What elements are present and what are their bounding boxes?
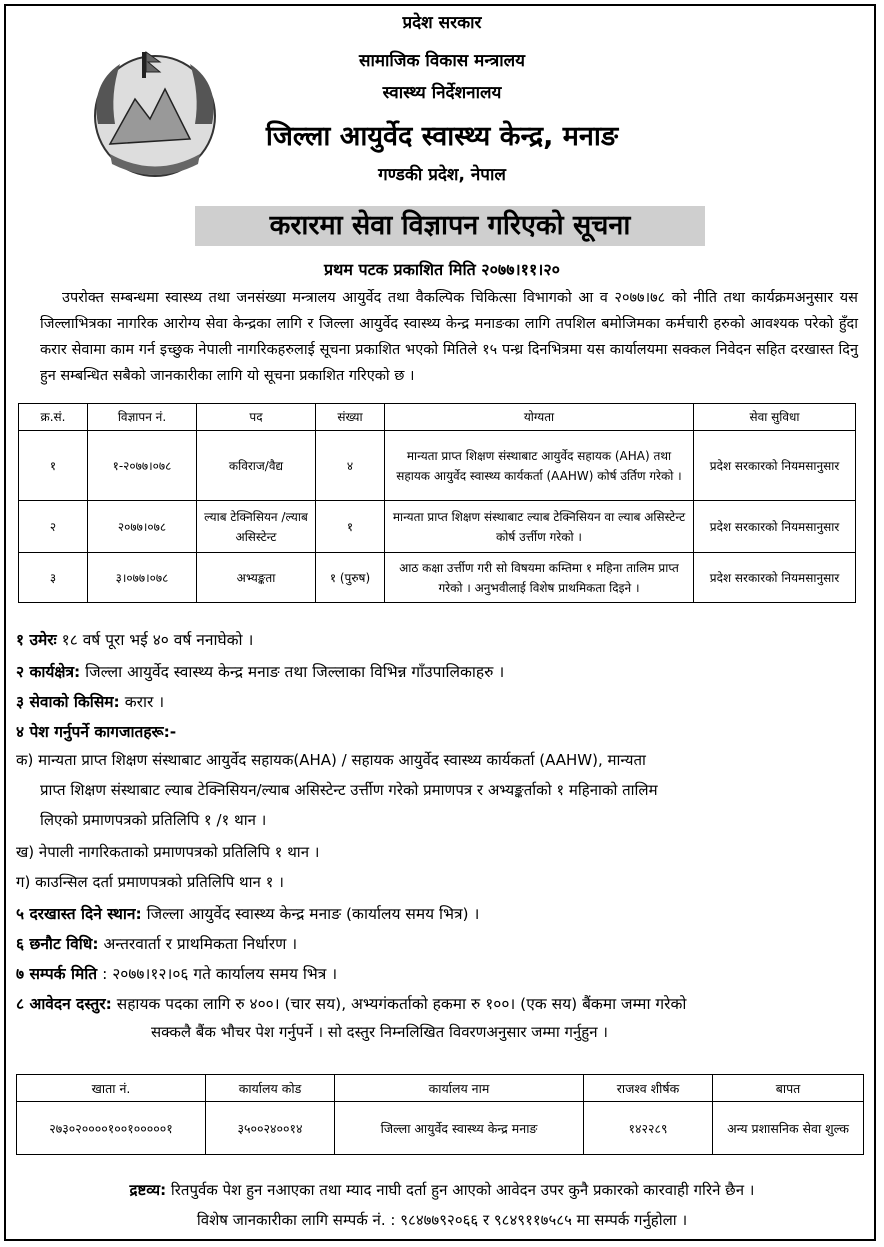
table-header-row — [19, 404, 856, 431]
table-row — [19, 431, 856, 501]
header-line-2: सामाजिक विकास मन्त्रालय — [358, 51, 526, 71]
select-text: अन्तरवार्ता र प्राथमिकता निर्धारण । — [103, 935, 298, 953]
note-label: द्रष्टव्य: — [129, 1181, 167, 1199]
cell: प्रदेश सरकारको नियमसानुसार — [694, 431, 856, 501]
docs-a-line-1: क) मान्यता प्राप्त शिक्षण संस्थाबाट आयुर्वेद सहायक(AHA) / सहायक आयुर्वेद स्वास्थ्य कार्यकर्ता (AAHW), मान्यता — [16, 751, 646, 769]
col-header: बापत — [713, 1075, 864, 1102]
place-label: ५ दरखास्त दिने स्थान: — [16, 905, 142, 923]
type-text: करार । — [124, 693, 165, 711]
contact-label: ७ सम्पर्क मिति — [16, 965, 98, 983]
age-label: १ उमेरः — [16, 631, 57, 649]
select-item — [16, 932, 297, 954]
header-line-1: प्रदेश सरकार — [402, 13, 482, 33]
type-label: ३ सेवाको किसिम: — [16, 693, 120, 711]
docs-c: ग) काउन्सिल दर्ता प्रमाणपत्रको प्रतिलिपि थान १ । — [16, 873, 284, 891]
fee-text-2: सक्कलै बैंक भौचर पेश गर्नुपर्ने । सो दस्तुर निम्नलिखित विवरणअनुसार जम्मा गर्नुहुन । — [151, 1023, 608, 1041]
cell: कविराज/वैद्य — [197, 431, 316, 501]
area-label: २ कार्यक्षेत्र: — [16, 663, 81, 681]
col-header: सेवा सुविधा — [694, 404, 856, 431]
cell: १-२०७७।०७८ — [88, 431, 197, 501]
cell: मान्यता प्राप्त शिक्षण संस्थाबाट आयुर्वेद सहायक (AHA) तथा सहायक आयुर्वेद स्वास्थ्य कार्यकर्ता (AAHW) कोर्ष उर्तिण गरेको । — [385, 431, 694, 501]
col-header: कार्यालय कोड — [206, 1075, 335, 1102]
contact-date-item — [16, 962, 337, 984]
notice-title: करारमा सेवा विज्ञापन गरिएको सूचना — [195, 206, 705, 246]
cell: प्रदेश सरकारको नियमसानुसार — [694, 553, 856, 603]
docs-a-line-2: प्राप्त शिक्षण संस्थाबाट ल्याब टेक्निसियन/ल्याब असिस्टेन्ट उर्त्तीण गरेको प्रमाणपत्र र अभ्यङ्कर्ताको १ महिनाको तालिम — [40, 781, 658, 799]
cell: अभ्यङ्कता — [197, 553, 316, 603]
header-line-3: स्वास्थ्य निर्देशनालय — [382, 83, 502, 103]
province-name: गण्डकी प्रदेश, नेपाल — [378, 165, 506, 185]
table-row — [19, 553, 856, 603]
area-item — [16, 660, 504, 682]
revenue-head: १४२२८९ — [584, 1102, 713, 1155]
footer-note — [0, 1180, 884, 1200]
type-item — [16, 690, 164, 712]
col-header: विज्ञापन नं. — [88, 404, 197, 431]
select-label: ६ छनौट विधि: — [16, 935, 99, 953]
docs-a-line-3: लिएको प्रमाणपत्रको प्रतिलिपि १ /१ थान । — [40, 811, 267, 829]
bank-table — [16, 1074, 864, 1155]
cell: १ — [19, 431, 88, 501]
office-name-cell: जिल्ला आयुर्वेद स्वास्थ्य केन्द्र मनाङ — [335, 1102, 584, 1155]
table-row — [19, 501, 856, 553]
cell: प्रदेश सरकारको नियमसानुसार — [694, 501, 856, 553]
cell: मान्यता प्राप्त शिक्षण संस्थाबाट ल्याब टेक्निसियन वा ल्याब असिस्टेन्ट कोर्ष उर्त्तीण गरेको । — [385, 501, 694, 553]
office-name: जिल्ला आयुर्वेद स्वास्थ्य केन्द्र, मनाङ — [265, 121, 619, 152]
age-text: १८ वर्ष पूरा भई ४० वर्ष ननाघेको । — [61, 631, 254, 649]
cell: २ — [19, 501, 88, 553]
col-header: राजश्व शीर्षक — [584, 1075, 713, 1102]
cell: १ — [316, 501, 385, 553]
cell: २०७७।०७८ — [88, 501, 197, 553]
col-header: क्र.सं. — [19, 404, 88, 431]
table-row — [17, 1102, 864, 1155]
account-number: २७३०२००००१००१०००००१ — [17, 1102, 206, 1155]
place-item — [16, 902, 479, 924]
purpose: अन्य प्रशासनिक सेवा शुल्क — [713, 1102, 864, 1155]
docs-b: ख) नेपाली नागरिकताको प्रमाणपत्रको प्रतिलिपि १ थान । — [16, 843, 320, 861]
footer-contact: विशेष जानकारीका लागि सम्पर्क नं. : ९८४७७९२०६६ र ९८४९११७५८५ मा सम्पर्क गर्नुहोला । — [196, 1211, 688, 1229]
office-code: ३५००२४००१४ — [206, 1102, 335, 1155]
col-header: पद — [197, 404, 316, 431]
cell: ३।०७७।०७८ — [88, 553, 197, 603]
age-item — [16, 628, 253, 650]
col-header: खाता नं. — [17, 1075, 206, 1102]
fee-text: सहायक पदका लागि रु ४००। (चार सय), अभ्यगंकर्ताको हकमा रु १००। (एक सय) बैंकमा जम्मा गरेको — [116, 995, 687, 1013]
notice-frame — [4, 4, 876, 1241]
cell: ३ — [19, 553, 88, 603]
area-text: जिल्ला आयुर्वेद स्वास्थ्य केन्द्र मनाङ तथा जिल्लाका विभिन्न गाँउपालिकाहरु । — [85, 663, 505, 681]
docs-label: ४ पेश गर्नुपर्ने कागजातहरू:- — [16, 723, 177, 741]
cell: १ (पुरुष) — [316, 553, 385, 603]
table-header-row — [17, 1075, 864, 1102]
positions-table — [18, 403, 856, 603]
intro-paragraph: उपरोक्त सम्बन्धमा स्वास्थ्य तथा जनसंख्या मन्त्रालय आयुर्वेद तथा वैकल्पिक चिकित्सा विभागको आ व २०७७।७८ को नीति तथा कार्यक्रमअनुसार यस जिल्लाभित्रका नागरिक आरोग्य सेवा केन्द्रका लागि र जिल्ला आयुर्वेद स्वास्थ्य केन्द्र मनाङका लागि तपशिल बमोजिमका कर्मचारी हरुको आवश्यक परेको हुँदा करार सेवामा काम गर्न इच्छुक नेपाली नागरिकहरुलाई सूचना प्रकाशित भएको मितिले १५ पन्ध्र दिनभित्रमा यस कार्यालयमा सक्कल निवेदन सहित दरखास्त दिनु हुन सम्बन्धित सबैको जानकारीका लागि यो सूचना प्रकाशित गरिएको छ । — [40, 290, 858, 384]
publish-date: प्रथम पटक प्रकाशित मिति २०७७।११।२० — [324, 260, 560, 279]
note-text: रितपुर्वक पेश हुन नआएका तथा म्याद नाघी दर्ता हुन आएको आवेदन उपर कुनै प्रकारको कारवाही गरिने छैन । — [170, 1181, 755, 1199]
fee-label: ८ आवेदन दस्तुर: — [16, 995, 112, 1013]
contact-text: : २०७७।१२।०६ गते कार्यालय समय भित्र । — [102, 965, 338, 983]
cell: ४ — [316, 431, 385, 501]
docs-item — [16, 720, 176, 742]
fee-item — [16, 992, 686, 1014]
cell: ल्याब टेक्निसियन /ल्याब असिस्टेन्ट — [197, 501, 316, 553]
col-header: योग्यता — [385, 404, 694, 431]
place-text: जिल्ला आयुर्वेद स्वास्थ्य केन्द्र मनाङ (कार्यालय समय भित्र) । — [146, 905, 480, 923]
cell: आठ कक्षा उर्त्तीण गरी सो विषयमा कम्तिमा १ महिना तालिम प्राप्त गरेको । अनुभवीलाई विशेष प्राथमिकता दिइने । — [385, 553, 694, 603]
col-header: कार्यालय नाम — [335, 1075, 584, 1102]
col-header: संख्या — [316, 404, 385, 431]
